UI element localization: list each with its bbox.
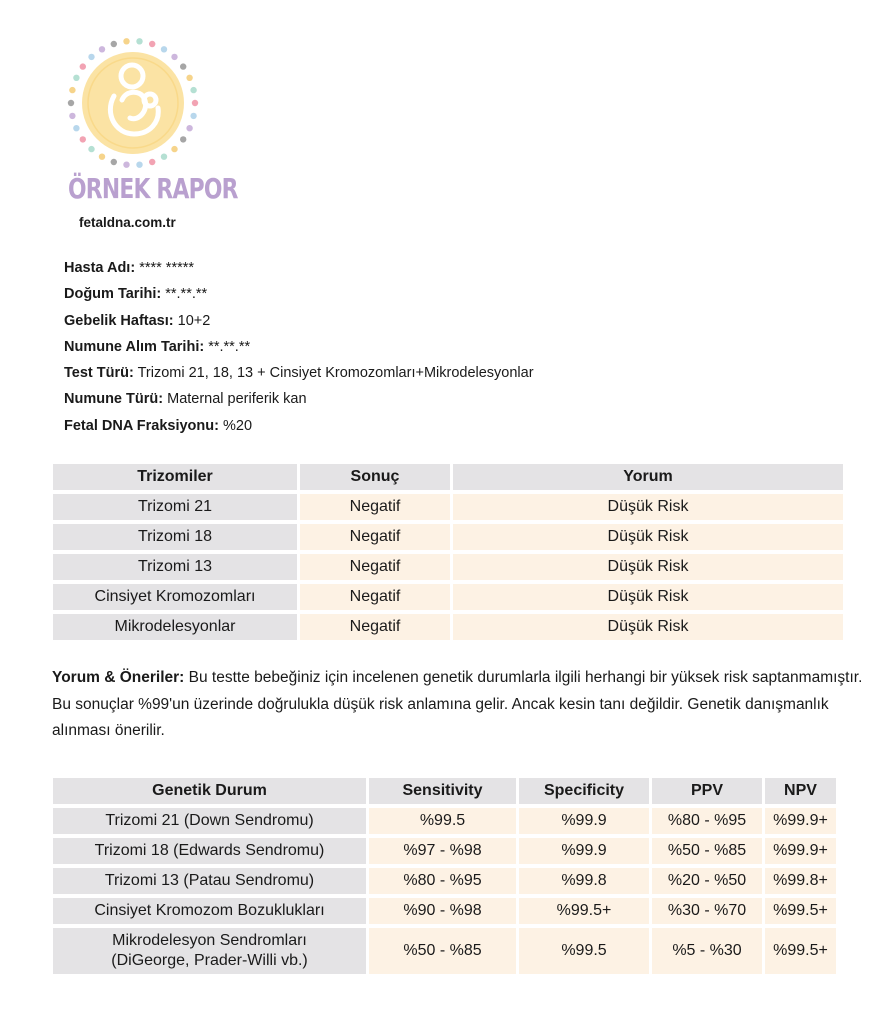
table-row	[53, 524, 843, 550]
condition-line: (DiGeorge, Prader-Willi vb.)	[111, 952, 308, 969]
logo-dot	[111, 41, 117, 47]
info-row-patient-name	[64, 255, 534, 281]
logo-dot	[68, 100, 74, 106]
comment-paragraph	[52, 665, 864, 745]
logo-dot	[99, 154, 105, 160]
table-row	[53, 898, 836, 924]
info-label: Numune Türü:	[64, 391, 164, 408]
column-header: PPV	[652, 778, 762, 804]
info-row-fetal-fraction	[64, 413, 534, 439]
logo-dot	[190, 87, 196, 93]
comment-cell: Düşük Risk	[453, 554, 843, 580]
logo-dot	[171, 146, 177, 152]
specificity-cell: %99.8	[519, 868, 649, 894]
table-row	[53, 808, 836, 834]
condition-cell	[53, 928, 366, 974]
logo-dot	[149, 41, 155, 47]
info-label: Fetal DNA Fraksiyonu:	[64, 417, 219, 434]
logo-dot	[123, 38, 129, 44]
table-row	[53, 584, 843, 610]
table-row	[53, 928, 836, 974]
npv-cell: %99.8+	[765, 868, 836, 894]
comment-cell: Düşük Risk	[453, 614, 843, 640]
ppv-cell: %80 - %95	[652, 808, 762, 834]
logo-dot	[136, 38, 142, 44]
specificity-cell: %99.9	[519, 808, 649, 834]
fetal-dna-logo	[64, 34, 202, 172]
npv-cell: %99.5+	[765, 928, 836, 974]
result-cell: Negatif	[300, 494, 450, 520]
condition-cell: Cinsiyet Kromozom Bozuklukları	[53, 898, 366, 924]
patient-info	[64, 255, 534, 439]
info-value: **.**.**	[208, 338, 251, 355]
sensitivity-cell: %50 - %85	[369, 928, 516, 974]
performance-table	[50, 774, 839, 978]
comment-text: Bu testte bebeğiniz için incelenen genetik durumlarla ilgili herhangi bir yüksek risk saptanmamıştır. Bu sonuçlar %99'un üzerinde doğrulukla düşük risk anlamına gelir. Ancak kesin tanı değildir. Genetik danışmanlık alınması önerilir.	[52, 669, 863, 739]
logo-dot	[69, 113, 75, 119]
comment-cell: Düşük Risk	[453, 494, 843, 520]
result-cell: Negatif	[300, 524, 450, 550]
logo-dot	[161, 154, 167, 160]
logo-dot	[186, 75, 192, 81]
logo-dot	[136, 162, 142, 168]
specificity-cell: %99.5+	[519, 898, 649, 924]
result-cell: Negatif	[300, 584, 450, 610]
condition-cell: Cinsiyet Kromozomları	[53, 584, 297, 610]
info-label: Test Türü:	[64, 365, 134, 382]
info-value: **.**.**	[165, 286, 208, 303]
logo-dot	[149, 159, 155, 165]
ppv-cell: %5 - %30	[652, 928, 762, 974]
logo-dot	[123, 162, 129, 168]
info-label: Gebelik Haftası:	[64, 312, 174, 329]
table-header-row	[53, 464, 843, 490]
info-value: **** *****	[139, 260, 195, 276]
specificity-cell: %99.5	[519, 928, 649, 974]
npv-cell: %99.9+	[765, 838, 836, 864]
info-value: 10+2	[177, 312, 211, 329]
info-label: Doğum Tarihi:	[64, 286, 162, 303]
website-label: fetaldna.com.tr	[79, 215, 176, 230]
npv-cell: %99.5+	[765, 898, 836, 924]
ppv-cell: %30 - %70	[652, 898, 762, 924]
condition-cell: Trizomi 18	[53, 524, 297, 550]
column-header: Trizomiler	[53, 464, 297, 490]
logo-dot	[111, 159, 117, 165]
sensitivity-cell: %99.5	[369, 808, 516, 834]
table-row	[53, 554, 843, 580]
info-row-birth-date	[64, 281, 534, 307]
condition-cell: Trizomi 21 (Down Sendromu)	[53, 808, 366, 834]
comment-cell: Düşük Risk	[453, 524, 843, 550]
logo-dot	[171, 54, 177, 60]
specificity-cell: %99.9	[519, 838, 649, 864]
info-row-gestation-week	[64, 308, 534, 334]
npv-cell: %99.9+	[765, 808, 836, 834]
info-value: %20	[223, 417, 253, 434]
column-header: Yorum	[453, 464, 843, 490]
logo-dot	[73, 125, 79, 131]
condition-cell: Trizomi 13	[53, 554, 297, 580]
column-header: Specificity	[519, 778, 649, 804]
table-row	[53, 868, 836, 894]
column-header: Genetik Durum	[53, 778, 366, 804]
logo-dot	[80, 63, 86, 69]
sensitivity-cell: %97 - %98	[369, 838, 516, 864]
table-row	[53, 614, 843, 640]
logo-dot	[80, 136, 86, 142]
comment-label: Yorum & Öneriler:	[52, 669, 185, 686]
table-row	[53, 838, 836, 864]
condition-cell: Trizomi 21	[53, 494, 297, 520]
logo-dot	[180, 136, 186, 142]
info-value: Maternal periferik kan	[167, 391, 307, 408]
column-header: Sensitivity	[369, 778, 516, 804]
condition-cell: Trizomi 13 (Patau Sendromu)	[53, 868, 366, 894]
logo-dot	[88, 54, 94, 60]
sensitivity-cell: %90 - %98	[369, 898, 516, 924]
logo-dot	[99, 46, 105, 52]
logo-dot	[73, 75, 79, 81]
condition-cell: Trizomi 18 (Edwards Sendromu)	[53, 838, 366, 864]
info-label: Numune Alım Tarihi:	[64, 338, 205, 355]
info-row-sample-date	[64, 334, 534, 360]
logo-dot	[69, 87, 75, 93]
info-value: Trizomi 21, 18, 13 + Cinsiyet Kromozomları+Mikrodelesyonlar	[137, 365, 534, 382]
info-row-sample-type	[64, 386, 534, 412]
report-title: ÖRNEK RAPOR	[68, 172, 238, 205]
table-row	[53, 494, 843, 520]
result-cell: Negatif	[300, 614, 450, 640]
table-header-row	[53, 778, 836, 804]
condition-line: Mikrodelesyon Sendromları	[112, 932, 307, 949]
logo-dot	[186, 125, 192, 131]
ppv-cell: %50 - %85	[652, 838, 762, 864]
condition-cell: Mikrodelesyonlar	[53, 614, 297, 640]
logo-dot	[190, 113, 196, 119]
logo-dot	[161, 46, 167, 52]
comment-cell: Düşük Risk	[453, 584, 843, 610]
ppv-cell: %20 - %50	[652, 868, 762, 894]
result-cell: Negatif	[300, 554, 450, 580]
info-row-test-type	[64, 360, 534, 386]
sensitivity-cell: %80 - %95	[369, 868, 516, 894]
logo-dot	[180, 63, 186, 69]
logo-dot	[192, 100, 198, 106]
column-header: NPV	[765, 778, 836, 804]
info-label: Hasta Adı:	[64, 260, 136, 276]
results-table	[50, 460, 846, 644]
logo-dot	[88, 146, 94, 152]
column-header: Sonuç	[300, 464, 450, 490]
